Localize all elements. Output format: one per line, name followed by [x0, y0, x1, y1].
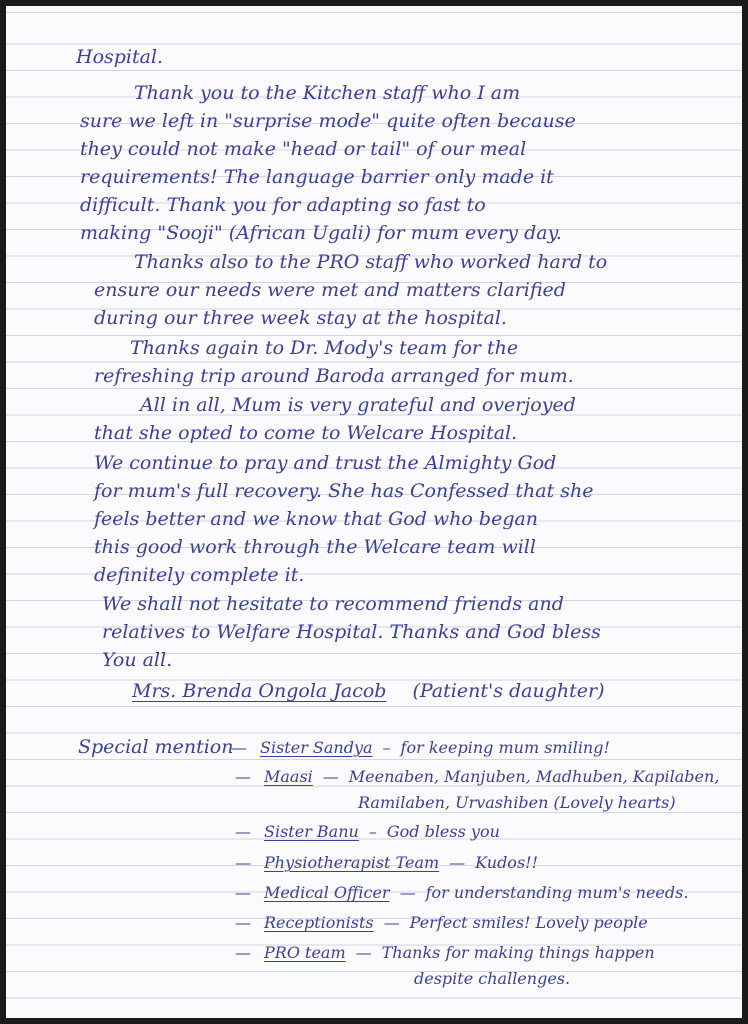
mention-continuation: despite challenges.	[414, 969, 571, 988]
letter-line: We shall not hesitate to recommend friends and	[102, 593, 564, 615]
letter-heading: Hospital.	[76, 46, 164, 68]
mention-continuation: Ramilaben, Urvashiben (Lovely hearts)	[358, 793, 676, 812]
letter-line: relatives to Welfare Hospital. Thanks and God bless	[102, 621, 601, 643]
letter-line: You all.	[102, 649, 173, 671]
mention-name: Maasi	[264, 767, 313, 786]
mention-item	[232, 879, 688, 906]
bullet-dash: —	[399, 883, 416, 902]
letter-line: ensure our needs were met and matters clarified	[94, 279, 566, 301]
notebook-page	[6, 6, 742, 1018]
bullet-dash: —	[449, 853, 466, 872]
mention-note: for keeping mum smiling!	[400, 738, 610, 757]
mention-item	[232, 763, 719, 790]
letter-line: Thanks again to Dr. Mody's team for the	[130, 337, 519, 359]
mention-name: Sister Banu	[264, 822, 359, 841]
mention-name: Receptionists	[264, 913, 374, 932]
letter-line: that she opted to come to Welcare Hospital.	[94, 422, 518, 444]
bullet-dash: –	[368, 822, 377, 841]
mention-note: Meenaben, Manjuben, Madhuben, Kapilaben,	[348, 767, 720, 786]
bullet-dash: —	[383, 913, 400, 932]
mention-name: Physiotherapist Team	[264, 853, 440, 872]
letter-line: requirements! The language barrier only made it	[80, 166, 554, 188]
mention-note: Kudos!!	[475, 853, 539, 872]
mention-name: Sister Sandya	[260, 738, 373, 757]
bullet-dash: —	[355, 943, 372, 962]
letter-line: feels better and we know that God who began	[94, 508, 539, 530]
bullet-dash: —	[322, 767, 339, 786]
letter-line: definitely complete it.	[94, 564, 305, 586]
mention-item	[232, 909, 648, 936]
letter-line: for mum's full recovery. She has Confessed that she	[94, 480, 594, 502]
letter-line: We continue to pray and trust the Almighty God	[94, 452, 557, 474]
bullet-dash: —	[235, 853, 251, 872]
letter-line: sure we left in "surprise mode" quite often because	[80, 110, 576, 132]
bullet-dash: —	[235, 943, 251, 962]
mention-note: for understanding mum's needs.	[425, 883, 689, 902]
letter-line: making "Sooji" (African Ugali) for mum every day.	[80, 222, 562, 244]
mention-name: Medical Officer	[264, 883, 390, 902]
letter-line: refreshing trip around Baroda arranged for mum.	[94, 365, 574, 387]
letter-line: difficult. Thank you for adapting so fast to	[80, 194, 486, 216]
mention-note: Perfect smiles! Lovely people	[409, 913, 648, 932]
letter-line: this good work through the Welcare team will	[94, 536, 536, 558]
bullet-dash: —	[235, 883, 251, 902]
bullet-dash: —	[235, 822, 251, 841]
signature-block	[132, 678, 604, 705]
bullet-dash: —	[231, 738, 247, 757]
mention-item	[228, 734, 610, 761]
signature-note: (Patient's daughter)	[412, 680, 605, 702]
bullet-dash: –	[382, 738, 391, 757]
mention-note: God bless you	[386, 822, 500, 841]
letter-line: Thank you to the Kitchen staff who I am	[134, 82, 521, 104]
bullet-dash: —	[235, 767, 251, 786]
signature-name: Mrs. Brenda Ongola Jacob	[132, 680, 387, 702]
mention-item	[232, 939, 655, 966]
mention-item	[232, 849, 538, 876]
mention-item	[232, 818, 500, 845]
bullet-dash: —	[235, 913, 251, 932]
letter-line: Thanks also to the PRO staff who worked hard to	[134, 251, 608, 273]
mention-note: Thanks for making things happen	[381, 943, 655, 962]
letter-line: they could not make "head or tail" of our meal	[80, 138, 527, 160]
letter-line: All in all, Mum is very grateful and overjoyed	[140, 394, 576, 416]
special-mention-label: Special mention	[78, 736, 234, 758]
mention-name: PRO team	[264, 943, 346, 962]
letter-line: during our three week stay at the hospital.	[94, 307, 507, 329]
